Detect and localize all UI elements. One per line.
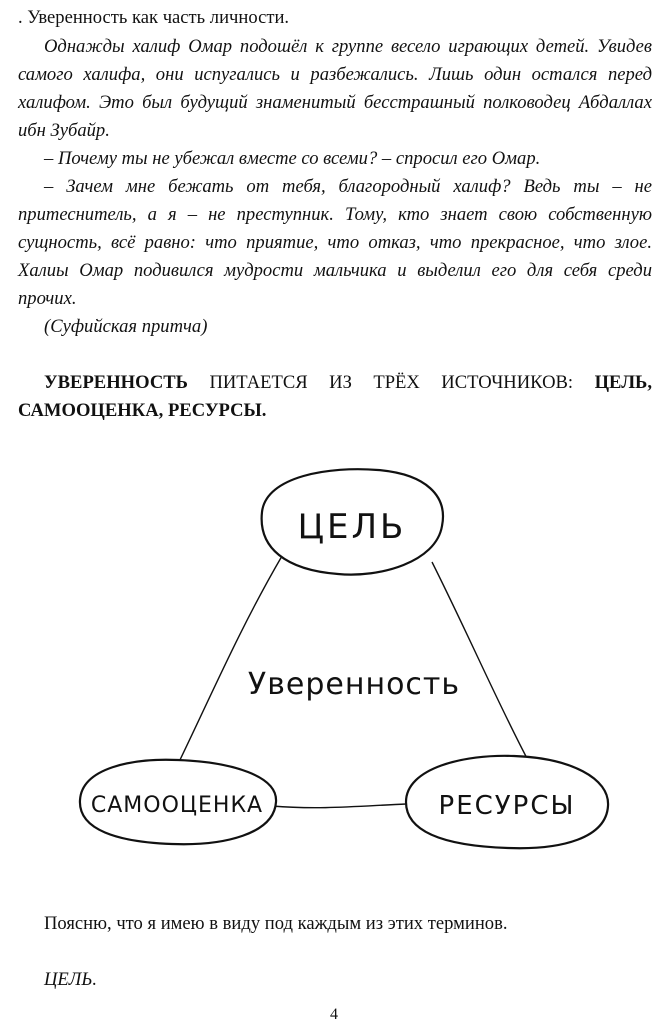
heading-sources-list: ЦЕЛЬ, САМООЦЕНКА, РЕСУРСЫ. [18,372,652,421]
node-selfesteem-label: САМООЦЕНКА [90,793,264,818]
section-heading [18,369,652,425]
term-heading-goal: ЦЕЛЬ. [44,969,97,990]
explain-line: Поясню, что я имею в виду под каждым из этих терминов. [44,913,508,934]
parable-paragraph-3: – Зачем мне бежать от тебя, благородный халиф? Ведь ты – не притеснитель, а я – не преступник. Тому, кто знает свою собственную сущность, всё равно: что приятие, что отказ, что прекрасное, что злое. Халиы Омар подивился мудрости мальчика и выделил его для себя среди прочих. [18,176,652,309]
edge-selfesteem-to-resources [272,804,406,808]
edge-goal-to-selfesteem [178,556,282,764]
edge-goal-to-resources [432,562,530,764]
page-number: 4 [330,1006,338,1023]
center-label-confidence: Уверенность [247,667,461,702]
heading-bold-word: УВЕРЕННОСТЬ [44,372,188,393]
parable-paragraph-2: – Почему ты не убежал вместе со всеми? – спросил его Омар. [44,148,541,169]
confidence-diagram [60,468,620,868]
intro-line: . Уверенность как часть личности. [18,7,290,28]
heading-middle-text: ПИТАЕТСЯ ИЗ ТРЁХ ИСТОЧНИКОВ: [209,372,574,393]
node-resources-label: РЕСУРСЫ [438,791,576,821]
parable-paragraph-1: Однажды халиф Омар подошёл к группе весело играющих детей. Увидев самого халифа, они испугались и разбежались. Лишь один остался перед халифом. Это был будущий знаменитый бесстрашный полководец Абдаллах ибн Зубайр. [18,36,652,141]
node-goal-label: ЦЕЛЬ [297,507,407,547]
parable-source: (Суфийская притча) [44,316,208,337]
